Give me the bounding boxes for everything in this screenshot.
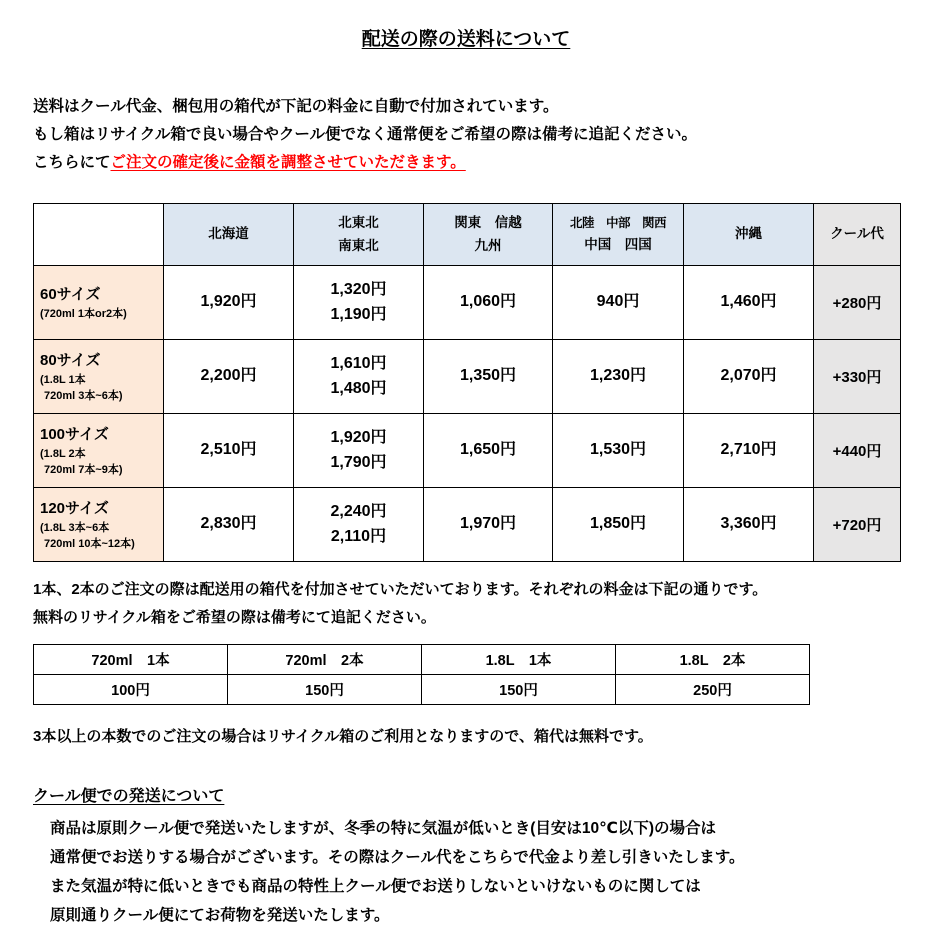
header-kanto-line2: 九州 [474,237,502,253]
table-row-size120 [34,488,901,562]
intro-line-3-highlight: ご注文の確定後に金額を調整させていただきます。 [110,154,466,171]
size-note-line: 720ml 10本~12本) [44,537,135,550]
header-hokkaido: 北海道 [164,204,294,266]
cool-section-title: クール便での発送について [33,788,225,805]
box-fee-notes [33,576,899,632]
intro-line-2: もし箱はリサイクル箱で良い場合やクール便でなく通常便をご希望の際は備考に追記ください。 [33,126,698,143]
fee-hokkaido: 2,510円 [164,414,294,488]
size-label-cell [34,488,164,562]
header-hokuriku-chubu [553,204,684,266]
table-row-size80 [34,340,901,414]
page-title: 配送の際の送料について [361,29,571,50]
fee-hokkaido: 1,920円 [164,266,294,340]
size-label-cell [34,266,164,340]
fee-cool: +330円 [814,340,901,414]
size-label-cell [34,340,164,414]
table-row-size100 [34,414,901,488]
size-note-line: (1.8L 1本 [40,373,86,386]
empty-header-cell [34,204,164,266]
header-cool-fee: クール代 [814,204,901,266]
fee-hokuriku: 940円 [553,266,684,340]
fee-tohoku-line2: 2,110円 [330,527,387,545]
shipping-fee-table [33,203,901,562]
fee-tohoku-line1: 2,240円 [330,502,387,520]
fee-okinawa: 2,710円 [684,414,814,488]
fee-tohoku-line2: 1,790円 [330,453,387,471]
box-fee-720ml-1: 100円 [34,675,228,705]
size-note-line: 720ml 3本~6本) [44,389,123,402]
cool-body-line-4: 原則通りクール便にてお荷物を発送いたします。 [50,907,390,924]
fee-tohoku [294,488,424,562]
recycle-box-note: 3本以上の本数でのご注文の場合はリサイクル箱のご利用となりますので、箱代は無料です。 [33,728,653,745]
fee-hokuriku: 1,230円 [553,340,684,414]
box-header-1800ml-2: 1.8L 2本 [616,645,810,675]
size-note-line: (1.8L 2本 [40,447,86,460]
size-label-cell [34,414,164,488]
intro-text [33,93,899,177]
size-note-line: 720ml 7本~9本) [44,463,123,476]
size-name: 80サイズ [40,351,101,369]
fee-tohoku [294,414,424,488]
header-kanto-line1: 関東 信越 [454,215,522,231]
fee-tohoku-line1: 1,320円 [330,280,387,298]
fee-cool: +720円 [814,488,901,562]
box-fee-1800ml-2: 250円 [616,675,810,705]
fee-okinawa: 3,360円 [684,488,814,562]
box-header-720ml-1: 720ml 1本 [34,645,228,675]
fee-kanto: 1,650円 [424,414,553,488]
fee-kanto: 1,060円 [424,266,553,340]
box-fee-1800ml-1: 150円 [422,675,616,705]
cool-section-body [33,814,899,930]
fee-tohoku-line1: 1,610円 [330,354,387,372]
fee-okinawa: 2,070円 [684,340,814,414]
intro-line-3 [33,149,899,177]
size-name: 60サイズ [40,285,101,303]
header-hokuriku-line1: 北陸 中部 関西 [569,216,666,231]
size-note [40,373,160,405]
intro-line-1: 送料はクール代金、梱包用の箱代が下記の料金に自動で付加されています。 [33,98,559,115]
size-note [40,447,160,479]
box-fee-table [33,644,810,705]
size-name: 120サイズ [40,499,109,517]
cool-body-line-2: 通常便でお送りする場合がございます。その際はクール代をこちらで代金より差し引きいたします。 [50,849,745,866]
box-table-value-row [34,675,810,705]
size-note-line: (1.8L 3本~6本 [40,521,110,534]
fee-tohoku [294,340,424,414]
box-note-line-1: 1本、2本のご注文の際は配送用の箱代を付加させていただいております。それぞれの料金は下記の通りです。 [33,581,768,598]
fee-tohoku-line1: 1,920円 [330,428,387,446]
header-tohoku-line1: 北東北 [338,215,379,231]
fee-cool: +440円 [814,414,901,488]
fee-hokuriku: 1,530円 [553,414,684,488]
header-tohoku-line2: 南東北 [338,237,379,253]
box-header-1800ml-1: 1.8L 1本 [422,645,616,675]
header-hokuriku-line2: 中国 四国 [584,236,652,252]
fee-kanto: 1,970円 [424,488,553,562]
fee-hokuriku: 1,850円 [553,488,684,562]
fee-kanto: 1,350円 [424,340,553,414]
box-header-720ml-2: 720ml 2本 [228,645,422,675]
box-note-line-2: 無料のリサイクル箱をご希望の際は備考にて追記ください。 [33,609,436,626]
fee-tohoku [294,266,424,340]
fee-tohoku-line2: 1,480円 [330,379,387,397]
size-name: 100サイズ [40,425,109,443]
header-tohoku [294,204,424,266]
box-fee-720ml-2: 150円 [228,675,422,705]
fee-hokkaido: 2,830円 [164,488,294,562]
box-table-header-row [34,645,810,675]
table-header-row [34,204,901,266]
fee-cool: +280円 [814,266,901,340]
size-note [40,521,160,553]
cool-body-line-1: 商品は原則クール便で発送いたしますが、冬季の特に気温が低いとき(目安は10℃以下)の場合は [50,820,717,837]
table-row-size60 [34,266,901,340]
size-note [40,307,160,323]
intro-line-3-prefix: こちらにて [33,154,111,171]
size-note-line: (720ml 1本or2本) [40,307,127,320]
header-okinawa: 沖縄 [684,204,814,266]
cool-body-line-3: また気温が特に低いときでも商品の特性上クール便でお送りしないといけないものに関しては [50,878,701,895]
fee-tohoku-line2: 1,190円 [330,305,387,323]
fee-hokkaido: 2,200円 [164,340,294,414]
header-kanto-kyushu [424,204,553,266]
cool-delivery-section [33,783,899,930]
fee-okinawa: 1,460円 [684,266,814,340]
